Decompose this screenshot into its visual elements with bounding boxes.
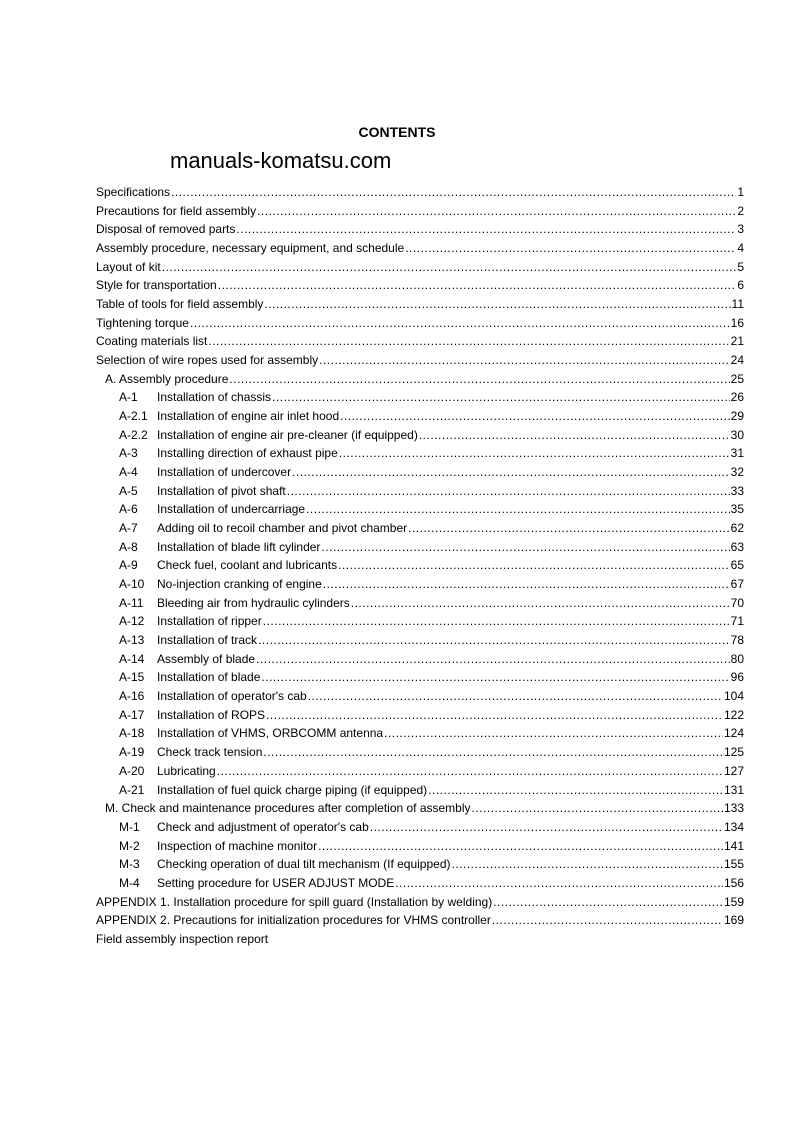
toc-entry-title: M. Check and maintenance procedures after completion of assembly — [105, 801, 471, 816]
toc-entry-code: A-17 — [119, 707, 145, 722]
toc-entry[interactable] — [96, 893, 744, 912]
toc-entry-page: 24 — [730, 353, 744, 368]
toc-entry-page: 131 — [723, 782, 744, 797]
dot-leader — [395, 874, 723, 893]
toc-entry-title: Lubricating — [157, 763, 216, 778]
toc-entry[interactable] — [96, 370, 744, 389]
toc-entry-title: Inspection of machine monitor — [157, 838, 318, 853]
toc-entry[interactable] — [96, 799, 744, 818]
toc-entry-title: Layout of kit — [96, 259, 161, 274]
toc-entry[interactable] — [96, 837, 744, 856]
toc-entry[interactable] — [96, 556, 744, 575]
toc-entry-page: 141 — [723, 838, 744, 853]
toc-entry-code: M-1 — [119, 819, 140, 834]
toc-entry-code: A-2.2 — [119, 427, 148, 442]
toc-entry[interactable] — [96, 650, 744, 669]
toc-entry[interactable] — [96, 407, 744, 426]
toc-entry-title: Selection of wire ropes used for assembly — [96, 353, 319, 368]
toc-entry[interactable] — [96, 388, 744, 407]
toc-entry-code: A-3 — [119, 446, 138, 461]
toc-entry-title: Installation of fuel quick charge piping (if equipped) — [157, 782, 428, 797]
toc-entry-page: 124 — [723, 726, 744, 741]
toc-entry-title: No-injection cranking of engine — [157, 577, 322, 592]
toc-entry-title: Check and adjustment of operator's cab — [157, 819, 369, 834]
dot-leader — [256, 650, 730, 669]
dot-leader — [492, 911, 723, 930]
toc-entry[interactable] — [96, 930, 744, 949]
toc-entry-title: A. Assembly procedure — [105, 371, 229, 386]
toc-entry-page: 63 — [730, 539, 744, 554]
dot-leader — [258, 631, 730, 650]
toc-entry-code: A-2.1 — [119, 409, 148, 424]
toc-entry-title: Coating materials list — [96, 334, 208, 349]
toc-entry[interactable] — [96, 183, 744, 202]
toc-entry-title: Installation of operator's cab — [157, 689, 307, 704]
toc-entry-page: 169 — [723, 913, 744, 928]
toc-entry-title: APPENDIX 1. Installation procedure for spill guard (Installation by welding) — [96, 894, 493, 909]
toc-entry-page: 125 — [723, 745, 744, 760]
toc-entry-page: 35 — [730, 502, 744, 517]
toc-entry-title: Installation of blade lift cylinder — [157, 539, 321, 554]
toc-entry-code: A-21 — [119, 782, 145, 797]
toc-entry-page: 25 — [730, 371, 744, 386]
toc-entry[interactable] — [96, 911, 744, 930]
toc-entry-page: 33 — [730, 483, 744, 498]
table-of-contents — [96, 183, 744, 949]
toc-entry-title: Installation of ROPS — [157, 707, 266, 722]
page-title: CONTENTS — [358, 124, 436, 140]
toc-entry[interactable] — [96, 855, 744, 874]
dot-leader — [257, 202, 736, 221]
toc-entry-code: A-10 — [119, 577, 145, 592]
toc-entry[interactable] — [96, 202, 744, 221]
toc-entry-page: 70 — [730, 595, 744, 610]
toc-entry-page: 159 — [723, 894, 744, 909]
dot-leader — [263, 612, 730, 631]
toc-entry-title: Style for transportation — [96, 278, 217, 293]
toc-entry-page: 104 — [723, 689, 744, 704]
toc-entry-page: 21 — [730, 334, 744, 349]
toc-entry-page: 67 — [730, 577, 744, 592]
toc-entry[interactable] — [96, 444, 744, 463]
toc-entry[interactable] — [96, 594, 744, 613]
toc-entry-title: Check fuel, coolant and lubricants — [157, 558, 338, 573]
toc-entry-code: A-12 — [119, 614, 145, 629]
dot-leader — [292, 463, 730, 482]
dot-leader — [370, 818, 723, 837]
toc-entry-page: 11 — [731, 297, 744, 312]
toc-entry-title: Installation of chassis — [157, 390, 272, 405]
dot-leader — [190, 314, 730, 333]
dot-leader — [351, 594, 730, 613]
toc-entry[interactable] — [96, 724, 744, 743]
toc-entry[interactable] — [96, 500, 744, 519]
toc-entry-title: Checking operation of dual tilt mechanism (If equipped) — [157, 857, 451, 872]
dot-leader — [323, 575, 730, 594]
dot-leader — [171, 183, 736, 202]
toc-entry-title: Installation of pivot shaft — [157, 483, 286, 498]
dot-leader — [272, 388, 730, 407]
dot-leader — [264, 295, 730, 314]
dot-leader — [218, 276, 737, 295]
dot-leader — [229, 370, 729, 389]
toc-entry[interactable] — [96, 781, 744, 800]
toc-entry-code: A-11 — [119, 595, 144, 610]
toc-entry-code: M-3 — [119, 857, 140, 872]
toc-entry-title: Installing direction of exhaust pipe — [157, 446, 338, 461]
dot-leader — [428, 781, 723, 800]
toc-entry-page: 71 — [730, 614, 744, 629]
toc-entry[interactable] — [96, 295, 744, 314]
toc-entry-title: Specifications — [96, 185, 171, 199]
dot-leader — [263, 743, 723, 762]
watermark: manuals-komatsu.com — [170, 148, 392, 173]
toc-entry-page: 30 — [730, 427, 744, 442]
toc-entry[interactable] — [96, 519, 744, 538]
dot-leader — [208, 332, 729, 351]
toc-entry-code: A-8 — [119, 539, 138, 554]
toc-entry-code: A-4 — [119, 465, 138, 480]
dot-leader — [308, 687, 723, 706]
toc-entry-page: 80 — [730, 651, 744, 666]
dot-leader — [266, 706, 723, 725]
dot-leader — [306, 500, 730, 519]
toc-entry-code: M-2 — [119, 838, 140, 853]
dot-leader — [419, 426, 730, 445]
toc-entry-page: 62 — [730, 521, 744, 536]
toc-entry-page: 29 — [730, 409, 744, 424]
dot-leader — [287, 482, 730, 501]
toc-entry-title: Precautions for field assembly — [96, 203, 257, 218]
toc-entry-code: A-18 — [119, 726, 145, 741]
dot-leader — [321, 538, 729, 557]
toc-entry[interactable] — [96, 220, 744, 239]
dot-leader — [339, 444, 730, 463]
dot-leader — [405, 239, 736, 258]
dot-leader — [319, 351, 730, 370]
toc-entry-title: Assembly of blade — [157, 651, 256, 666]
toc-entry[interactable] — [96, 426, 744, 445]
toc-entry-title: Field assembly inspection report — [96, 931, 269, 946]
dot-leader — [162, 258, 737, 277]
toc-entry-code: A-6 — [119, 502, 138, 517]
toc-entry-title: Adding oil to recoil chamber and pivot chamber — [157, 521, 408, 536]
toc-entry-page: 65 — [730, 558, 744, 573]
toc-entry-title: Installation of track — [157, 633, 258, 648]
dot-leader — [493, 893, 723, 912]
dot-leader — [408, 519, 730, 538]
toc-entry-code: A-14 — [119, 651, 145, 666]
toc-entry-page: 96 — [730, 670, 744, 685]
toc-entry-code: A-1 — [119, 390, 138, 405]
toc-entry-title: Installation of engine air inlet hood — [157, 409, 340, 424]
toc-entry-page: 1 — [737, 185, 744, 199]
toc-entry[interactable] — [96, 706, 744, 725]
toc-entry-page: 16 — [730, 315, 744, 330]
toc-entry-title: Disposal of removed parts — [96, 222, 236, 237]
toc-entry-code: A-19 — [119, 745, 145, 760]
toc-entry-title: Tightening torque — [96, 315, 189, 330]
toc-entry-title: Bleeding air from hydraulic cylinders — [157, 595, 350, 610]
toc-entry[interactable] — [96, 762, 744, 781]
toc-entry[interactable] — [96, 874, 744, 893]
toc-entry-page: 6 — [737, 278, 744, 293]
toc-entry-title: Check track tension — [157, 745, 263, 760]
toc-entry-page: 4 — [737, 241, 744, 256]
toc-entry-title: Assembly procedure, necessary equipment, and schedule — [96, 241, 405, 256]
toc-entry[interactable] — [96, 575, 744, 594]
toc-entry-page: 122 — [723, 707, 744, 722]
toc-entry[interactable] — [96, 668, 744, 687]
toc-entry-title: Installation of engine air pre-cleaner (if equipped) — [157, 427, 418, 442]
toc-entry-title: Table of tools for field assembly — [96, 297, 264, 312]
toc-entry-page: 78 — [730, 633, 744, 648]
toc-entry[interactable] — [96, 314, 744, 333]
dot-leader — [217, 762, 723, 781]
toc-entry[interactable] — [96, 239, 744, 258]
toc-entry-title: Installation of undercarriage — [157, 502, 306, 517]
dot-leader — [236, 220, 736, 239]
toc-entry[interactable] — [96, 818, 744, 837]
toc-entry-code: A-9 — [119, 558, 138, 573]
toc-entry-code: A-20 — [119, 763, 145, 778]
toc-entry-title: Installation of ripper — [157, 614, 262, 629]
toc-entry-code: M-4 — [119, 875, 140, 890]
toc-entry[interactable] — [96, 687, 744, 706]
dot-leader — [340, 407, 730, 426]
toc-entry[interactable] — [96, 631, 744, 650]
toc-entry-title: Installation of undercover — [157, 465, 292, 480]
toc-entry-code: A-5 — [119, 483, 138, 498]
toc-entry-page: 26 — [730, 390, 744, 405]
toc-entry-code: A-13 — [119, 633, 145, 648]
toc-entry-page: 127 — [723, 763, 744, 778]
toc-entry-code: A-16 — [119, 689, 145, 704]
toc-entry[interactable] — [96, 258, 744, 277]
dot-leader — [338, 556, 730, 575]
toc-entry-page: 32 — [730, 465, 744, 480]
toc-entry-title: Setting procedure for USER ADJUST MODE — [157, 875, 395, 890]
dot-leader — [384, 724, 723, 743]
toc-entry[interactable] — [96, 351, 744, 370]
toc-entry[interactable] — [96, 276, 744, 295]
dot-leader — [261, 668, 729, 687]
toc-entry[interactable] — [96, 482, 744, 501]
toc-entry-page: 31 — [730, 446, 744, 461]
toc-entry-title: APPENDIX 2. Precautions for initialization procedures for VHMS controller — [96, 913, 491, 928]
toc-entry-code: A-7 — [119, 521, 138, 536]
toc-entry-code: A-15 — [119, 670, 145, 685]
dot-leader — [452, 855, 723, 874]
toc-entry[interactable] — [96, 538, 744, 557]
toc-entry-title: Installation of VHMS, ORBCOMM antenna — [157, 726, 384, 741]
toc-entry-page: 155 — [723, 857, 744, 872]
toc-entry-title: Installation of blade — [157, 670, 261, 685]
toc-entry[interactable] — [96, 332, 744, 351]
toc-entry-page: 5 — [737, 259, 744, 274]
toc-entry[interactable] — [96, 463, 744, 482]
toc-entry-page: 156 — [723, 875, 744, 890]
toc-entry[interactable] — [96, 743, 744, 762]
toc-entry-page: 2 — [737, 203, 744, 218]
toc-entry[interactable] — [96, 612, 744, 631]
toc-entry-page: 3 — [737, 222, 744, 237]
toc-entry-page: 134 — [723, 819, 744, 834]
toc-entry-page: 133 — [723, 801, 744, 816]
dot-leader — [318, 837, 723, 856]
dot-leader — [472, 799, 723, 818]
